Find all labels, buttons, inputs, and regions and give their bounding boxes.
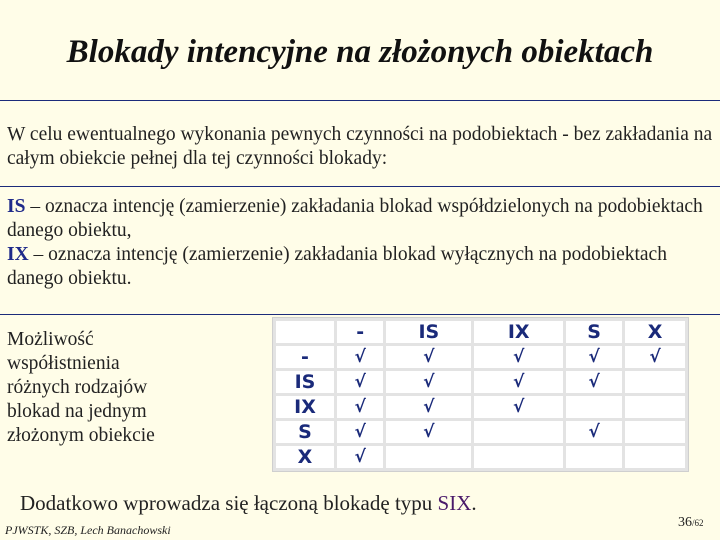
intro-text: W celu ewentualnego wykonania pewnych czynności na podobiektach - bez zakładania na całym obiekcie pełnej dla tej czynności blokady: xyxy=(7,124,713,169)
table-cell: √ xyxy=(566,421,622,443)
page-total: /62 xyxy=(692,518,704,528)
definition-ix-text: – oznacza intencję (zamierzenie) zakładania blokad wyłącznych na podobiektach danego obiektu. xyxy=(7,244,667,289)
definitions xyxy=(7,195,713,291)
row-header: IX xyxy=(276,396,334,418)
table-cell: √ xyxy=(566,346,622,368)
col-header: S xyxy=(566,321,622,343)
term-is: IS xyxy=(7,196,26,217)
table-cell: √ xyxy=(474,346,563,368)
caption-line: współistnienia xyxy=(7,353,120,374)
row-header: X xyxy=(276,446,334,468)
term-ix: IX xyxy=(7,244,29,265)
author-credit: PJWSTK, SZB, Lech Banachowski xyxy=(5,523,171,537)
caption-line: różnych rodzajów xyxy=(7,377,148,398)
page-number xyxy=(678,515,704,531)
table-cell: √ xyxy=(386,371,471,393)
compat-table-box xyxy=(272,317,689,472)
table-cell: √ xyxy=(474,396,563,418)
col-header: IX xyxy=(474,321,563,343)
divider-rule xyxy=(0,186,720,187)
col-header: X xyxy=(625,321,685,343)
table-row xyxy=(276,446,685,468)
page-current: 36 xyxy=(678,515,692,530)
table-cell xyxy=(566,446,622,468)
compat-caption xyxy=(7,328,207,448)
title-rule xyxy=(0,100,720,101)
col-header: - xyxy=(337,321,383,343)
definition-ix xyxy=(7,243,713,291)
table-cell: √ xyxy=(337,371,383,393)
divider-rule-2 xyxy=(0,314,720,315)
table-row xyxy=(276,346,685,368)
footer-note xyxy=(20,491,477,516)
footer-prefix: Dodatkowo wprowadza się łączoną blokadę typu xyxy=(20,491,438,515)
table-cell xyxy=(625,446,685,468)
table-header-row xyxy=(276,321,685,343)
compat-table xyxy=(273,318,688,471)
corner-cell xyxy=(276,321,334,343)
table-cell: √ xyxy=(337,346,383,368)
table-cell: √ xyxy=(625,346,685,368)
table-cell xyxy=(386,446,471,468)
table-cell: √ xyxy=(337,421,383,443)
table-cell xyxy=(625,371,685,393)
footer-suffix: . xyxy=(471,491,477,515)
table-row xyxy=(276,421,685,443)
table-cell: √ xyxy=(337,446,383,468)
row-header: S xyxy=(276,421,334,443)
row-header: IS xyxy=(276,371,334,393)
caption-line: blokad na jednym xyxy=(7,401,147,422)
table-cell: √ xyxy=(386,396,471,418)
definition-is xyxy=(7,195,713,243)
slide-title: Blokady intencyjne na złożonych obiektach xyxy=(66,34,654,70)
table-row xyxy=(276,371,685,393)
term-six: SIX xyxy=(437,491,472,515)
table-cell xyxy=(474,446,563,468)
table-cell xyxy=(566,396,622,418)
col-header: IS xyxy=(386,321,471,343)
table-cell: √ xyxy=(474,371,563,393)
table-cell: √ xyxy=(386,346,471,368)
caption-line: złożonym obiekcie xyxy=(7,425,155,446)
table-cell: √ xyxy=(337,396,383,418)
caption-line: Możliwość xyxy=(7,329,94,350)
table-cell: √ xyxy=(386,421,471,443)
table-cell xyxy=(474,421,563,443)
definition-is-text: – oznacza intencję (zamierzenie) zakładania blokad współdzielonych na podobiektach danego obiektu, xyxy=(7,196,703,241)
table-cell xyxy=(625,421,685,443)
table-cell xyxy=(625,396,685,418)
row-header: - xyxy=(276,346,334,368)
table-cell: √ xyxy=(566,371,622,393)
table-row xyxy=(276,396,685,418)
